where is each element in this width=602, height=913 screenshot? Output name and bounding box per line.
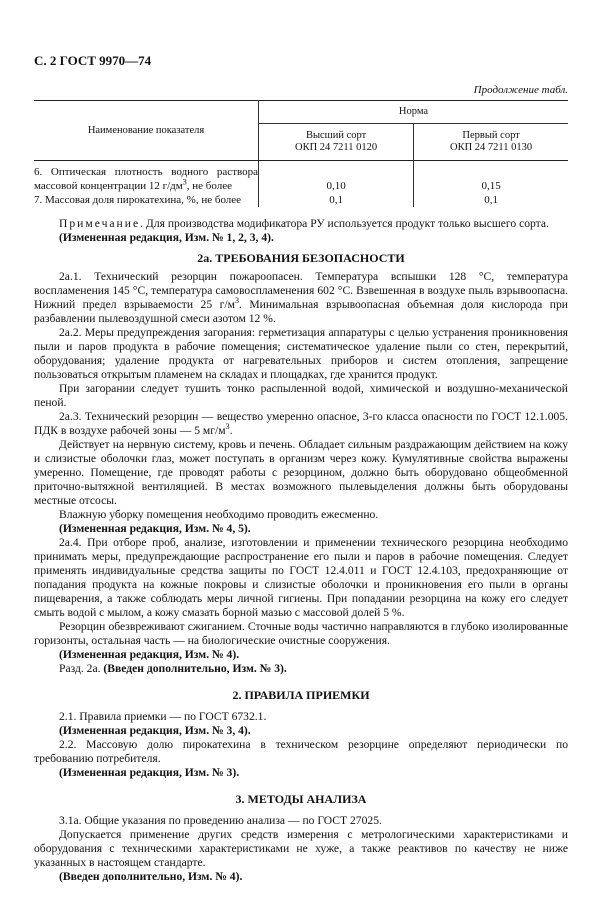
amendment-note: (Измененная редакция, Изм. № 3, 4). xyxy=(59,724,251,737)
section-heading: 2. ПРАВИЛА ПРИЕМКИ xyxy=(232,688,370,702)
table-row: 6. Оптическая плотность водного раствора массовой концентрации 12 $г/дм^3$, не более 0,10 0,15 xyxy=(34,161,568,194)
amendment-note: (Измененная редакция, Изм. № 4, 5). xyxy=(59,522,251,535)
document-body xyxy=(34,217,568,884)
amendment-note: (Измененная редакция, Изм. № 1, 2, 3, 4). xyxy=(59,231,274,244)
column-header-grade1: Высший сорт ОКП 24 7211 0120 xyxy=(259,124,414,161)
paragraph: Резорцин обезвреживают сжиганием. Сточные воды частично направляются в глубоко изолированные горизонты, остальная часть — на биологические очистные сооружения. xyxy=(34,620,568,647)
paragraph: 2а.1. Технический резорцин пожароопасен. Температура вспышки 128 °С, температура воспламенения 145 °С, температура самовоспламенения 602 °С. Взвешенная в воздухе пыль взрывоопасна. Нижний предел взрываемости 25 $г/м^3$. Минимальная взрывоопасная объемная доля кислорода при разбавлении пылевоздушной смеси азотом 12 %. xyxy=(34,270,568,325)
paragraph: 3.1а. Общие указания по проведению анализа — по ГОСТ 27025. xyxy=(59,814,382,827)
paragraph: 2.2. Массовую долю пирокатехина в техническом резорцине определяют периодически по требованию потребителя. xyxy=(34,738,568,765)
paragraph: 2а.3. Технический резорцин — вещество умеренно опасное, 3-го класса опасности по ГОСТ 12.1.005. ПДК в воздухе рабочей зоны — 5 $мг/м^3$. xyxy=(34,410,568,437)
paragraph: 2а.4. При отборе проб, анализе, изготовлении и применении технического резорцина необходимо принимать меры, предупреждающие распространение его пыли и паров в рабочие помещения. Следует применять индивидуальные средства защиты по ГОСТ 12.4.011 и ГОСТ 12.4.103, предохраняющие от попадания продукта на кожные покровы и слизистые оболочки и проникновения его пыли в органы пищеварения, а также соблюдать меры личной гигиены. При попадании резорцина на кожу его следует смыть водой с мылом, а кожу смазать борной мазью с массовой долей 5 %. xyxy=(34,536,568,619)
section-heading: 2а. ТРЕБОВАНИЯ БЕЗОПАСНОСТИ xyxy=(197,251,405,265)
column-header-norm: Норма xyxy=(259,101,569,124)
table-row: 7. Массовая доля пирокатехина, %, не более 0,1 0,1 xyxy=(34,193,568,207)
amendment-note: (Измененная редакция, Изм. № 3). xyxy=(59,766,240,779)
paragraph: Влажную уборку помещения необходимо проводить ежесменно. xyxy=(59,508,379,521)
norms-table xyxy=(34,100,568,207)
page-header: С. 2 ГОСТ 9970—74 xyxy=(34,53,152,68)
column-header-name: Наименование показателя xyxy=(34,101,259,161)
paragraph: При загорании следует тушить тонко распыленной водой, химической и воздушно-механической пеной. xyxy=(34,382,568,409)
section-heading: 3. МЕТОДЫ АНАЛИЗА xyxy=(235,792,367,806)
table-note: Примечание. Для производства модификатора РУ используется продукт только высшего сорта. xyxy=(59,217,549,230)
amendment-note: (Измененная редакция, Изм. № 4). xyxy=(59,648,240,661)
paragraph: 2.1. Правила приемки — по ГОСТ 6732.1. xyxy=(59,710,267,723)
column-header-grade2: Первый сорт ОКП 24 7211 0130 xyxy=(414,124,568,161)
amendment-note: Разд. 2а. (Введен дополнительно, Изм. № 3). xyxy=(59,662,287,675)
table-continuation-label: Продолжение табл. xyxy=(473,84,568,96)
paragraph: 2а.2. Меры предупреждения загорания: герметизация аппаратуры с целью устранения проникновения пыли и паров продукта в рабочие помещения; систематическое удаление пыли со стен, перекрытий, оборудования; удаление продукта от нагревательных приборов и систем отопления, запрещение пользоваться открытым пламенем на складах и площадках, где хранится продукт. xyxy=(34,326,568,381)
amendment-note: (Введен дополнительно, Изм. № 4). xyxy=(59,870,243,883)
paragraph: Допускается применение других средств измерения с метрологическими характеристиками и оборудования с техническими характеристиками не хуже, а также реактивов по качеству не ниже указанных в настоящем стандарте. xyxy=(34,828,568,869)
paragraph: Действует на нервную систему, кровь и печень. Обладает сильным раздражающим действием на кожу и слизистые оболочки глаз, может поступать в организм через кожу. Кумулятивные свойства выражены умеренно. Помещение, где проводят работы с резорцином, должно быть оборудовано общеобменной приточно-вытяжной вентиляцией. В местах возможного пылевыделения должны быть оборудованы местные отсосы. xyxy=(34,438,568,507)
